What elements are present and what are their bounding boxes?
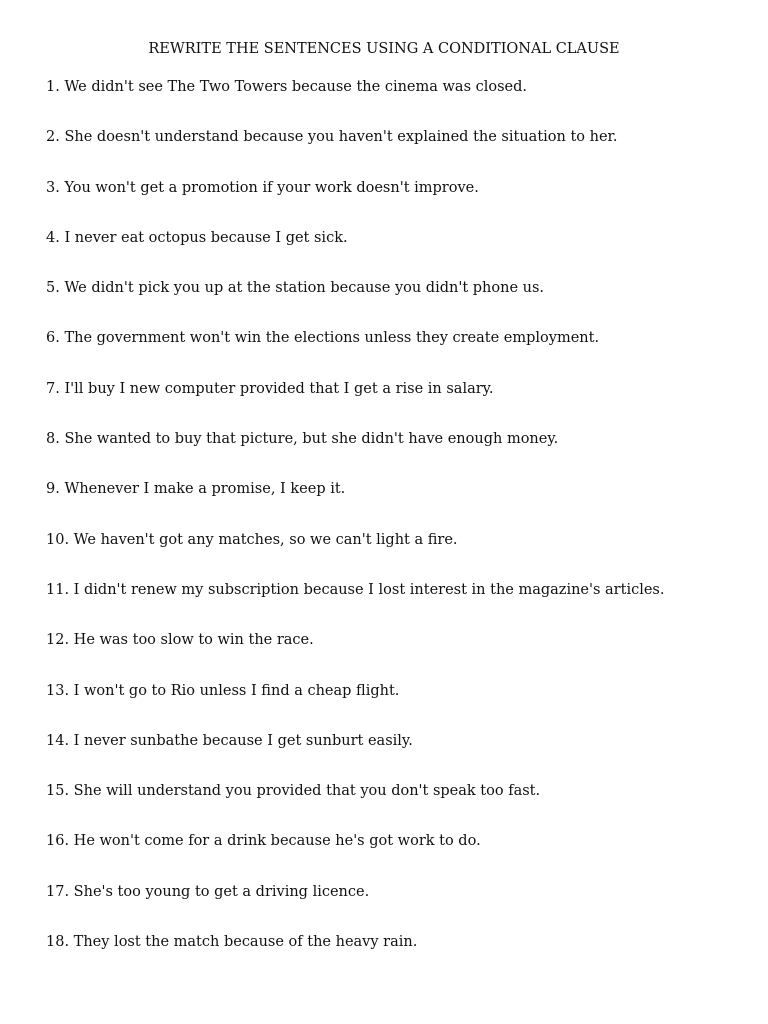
sentence-item: 2. She doesn't understand because you haven't explained the situation to her. [46,129,618,146]
sentence-item: 12. He was too slow to win the race. [46,632,314,649]
sentence-item: 11. I didn't renew my subscription because I lost interest in the magazine's articles. [46,581,665,598]
sentence-item: 7. I'll buy I new computer provided that I get a rise in salary. [46,380,494,397]
sentence-item: 5. We didn't pick you up at the station because you didn't phone us. [46,280,545,297]
sentence-item: 14. I never sunbathe because I get sunburt easily. [46,732,413,749]
sentence-item: 6. The government won't win the elections unless they create employment. [46,330,600,347]
sentence-item: 16. He won't come for a drink because he's got work to do. [46,833,481,850]
sentence-item: 17. She's too young to get a driving licence. [46,883,370,900]
sentence-item: 1. We didn't see The Two Towers because the cinema was closed. [46,79,528,95]
sentence-item: 4. I never eat octopus because I get sick. [46,229,348,246]
sentence-item: 18. They lost the match because of the heavy rain. [46,934,418,951]
sentence-item: 8. She wanted to buy that picture, but she didn't have enough money. [46,431,559,448]
sentence-item: 15. She will understand you provided that you don't speak too fast. [46,783,541,800]
sentence-item: 10. We haven't got any matches, so we can't light a fire. [46,531,458,548]
sentence-item: 13. I won't go to Rio unless I find a cheap flight. [46,682,400,699]
worksheet-title: REWRITE THE SENTENCES USING A CONDITIONAL CLAUSE [148,41,620,57]
sentence-item: 9. Whenever I make a promise, I keep it. [46,481,346,498]
sentence-list [46,76,664,981]
sentence-item: 3. You won't get a promotion if your work doesn't improve. [46,179,479,196]
